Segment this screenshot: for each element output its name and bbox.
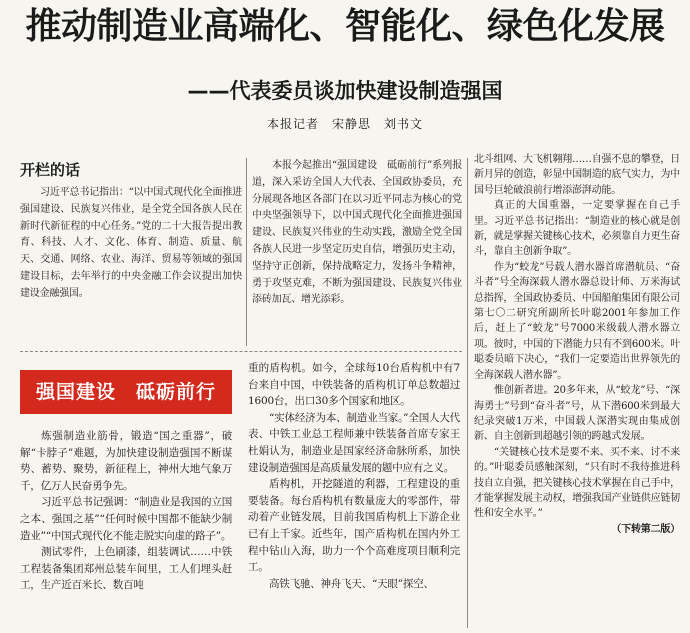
body-paragraph: “关键核心技术是要不来、买不来、讨不来的。”叶聪委员感触深刻，“只有时不我待推进科技自立自强，把关键核心技术掌握在自己手中，才能掌握发展主动权，增强我国产业链供应链韧性和安全水平。”: [474, 446, 680, 520]
body-column-2: [248, 360, 460, 592]
body-paragraph: 北斗组网、大飞机翱翔……自强不息的攀登，日新月异的创造，彰显中国制造的底气实力，为中国号巨轮破浪前行增添澎湃动能。: [474, 154, 680, 196]
subheadline: ——代表委员谈加快建设制造强国: [187, 79, 503, 103]
editor-note-text: 本报今起推出“强国建设 砥砺前行”系列报道，深入采访全国人大代表、全国政协委员，充分展现各地区各部门在以习近平同志为核心的党中央坚强领导下，以中国式现代化全面推进强国建设、民族复兴伟业的生动实践，激励全党全国各族人民进一步坚定历史自信，增强历史主动，坚持守正创新，保持战略定力，发扬斗争精神，勇于攻坚克难，不断为强国建设、民族复兴伟业添砖加瓦、增光添彩。: [252, 160, 462, 306]
editor-note-paragraph-2: [252, 158, 462, 309]
body-paragraph: 高铁飞驰、神舟飞天、“天眼”探空、: [269, 577, 434, 590]
body-paragraph: “实体经济为本、制造业当家。”全国人大代表、中铁工业总工程师兼中铁装备首席专家王杜娟认为，制造业是国家经济命脉所系，加快建设制造强国是高质量发展的题中应有之义。: [248, 411, 460, 474]
body-paragraph: 重的盾构机。如今，全球每10台盾构机中有7台来自中国，中铁装备的盾构机订单总数超过1600台，出口30多个国家和地区。: [248, 362, 460, 408]
body-column-1: [20, 428, 232, 594]
column-divider: [467, 158, 468, 628]
body-paragraph: 习近平总书记强调：“制造业是我国的立国之本、强国之基”“任何时候中国都不能缺少制造业”“中国式现代化不能走脱实向虚的路子”。: [20, 496, 232, 542]
body-column-3: [474, 152, 680, 537]
continue-label: （下转第二版）: [611, 523, 680, 535]
series-banner: 强国建设 砥砺前行: [20, 370, 232, 414]
body-paragraph: 惟创新者进。20多年来，从“蛟龙”号、“深海勇士”号到“奋斗者”号，从下潜600米到最大纪录突破1万米，中国载人深潜实现由集成创新、自主创新到超越引领的跨越式发展。: [474, 385, 680, 443]
headline: 推动制造业高端化、智能化、绿色化发展: [25, 6, 665, 47]
continue-note: [474, 522, 680, 537]
body-paragraph: 盾构机，开挖隧道的利器，工程建设的重要装备。每台盾构机有数量庞大的零部件，带动着产业链发展，目前我国盾构机上下游企业已有上千家。近些年，国产盾构机在国内外工程中钻山入海，助力一个个高难度项目顺利完工。: [248, 478, 460, 574]
byline: 本报记者 宋静思 刘书文: [266, 117, 423, 131]
editor-note-paragraph-1: [20, 185, 242, 303]
body-paragraph: 炼强制造业筋骨，锻造“国之重器”，破解“卡脖子”难题，为加快建设制造强国不断谋势、蓄势、聚势，新征程上，神州大地气象万千，亿万人民奋勇争先。: [20, 430, 232, 492]
body-paragraph: 测试零件，上色刷漆，组装调试……中铁工程装备集团郑州总装车间里，工人们埋头赶工，生产近百米长、数百吨: [20, 546, 232, 592]
editor-note-title: 开栏的话: [20, 161, 81, 179]
body-paragraph: 作为“蛟龙”号载人潜水器首席潜航员、“奋斗者”号全海深载人潜水器总设计师、万米海试总指挥，全国政协委员、中国船舶集团有限公司第七〇二研究所副所长叶聪2001年参加工作后，赶上了“蛟龙”号7000米级载人潜水器立项。彼时，中国的下潜能力只有不到600米。叶聪委员暗下决心，“我们一定要造出世界领先的全海深载人潜水器”。: [474, 261, 680, 381]
column-divider: [246, 158, 247, 346]
section-divider: [20, 351, 462, 352]
editor-note-text: 习近平总书记指出：“以中国式现代化全面推进强国建设、民族复兴伟业，是全党全国各族人民在新时代新征程的中心任务。”党的二十大报告提出教育、科技、人才、文化、体育、制造、质量、航天、交通、网络、农业、海洋、贸易等领域的强国建设目标，去年举行的中央金融工作会议提出加快建设金融强国。: [20, 187, 242, 299]
body-paragraph: 真正的大国重器，一定要掌握在自己手里。习近平总书记指出：“制造业的核心就是创新，就是掌握关键核心技术，必须靠自力更生奋斗，靠自主创新争取”。: [474, 200, 680, 258]
